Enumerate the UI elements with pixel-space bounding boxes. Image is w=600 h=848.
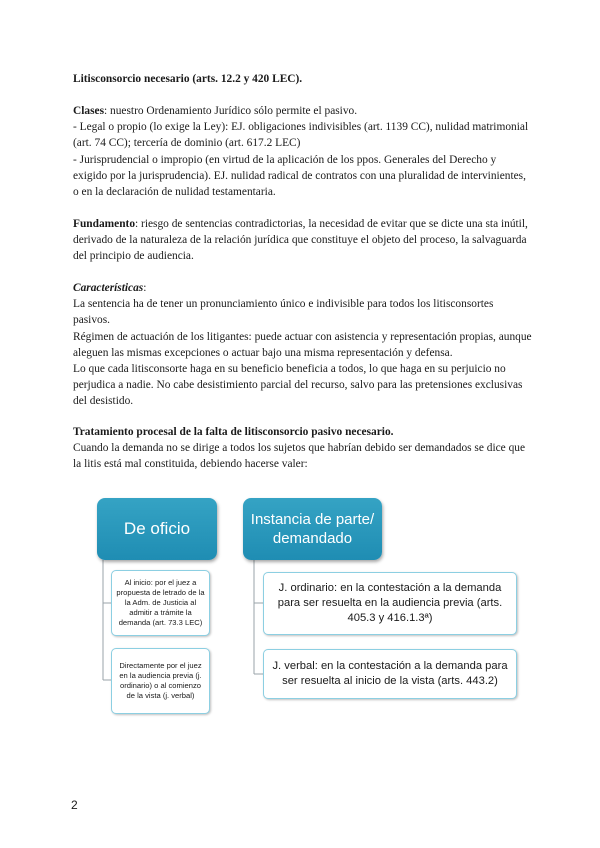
clases-item-legal: - Legal o propio (lo exige la Ley): EJ. obligaciones indivisibles (art. 1139 CC), nulidad matrimonial (art. 74 CC); tercería de dominio (art. 617.2 LEC) bbox=[73, 121, 529, 150]
tratamiento-text: Cuando la demanda no se dirige a todos los sujetos que habrían debido ser demandados se dice que la litis está mal constituida, debiendo hacerse valer: bbox=[73, 442, 526, 471]
caracteristicas-section bbox=[73, 280, 533, 410]
instancia-parte-header: Instancia de parte/ demandado bbox=[243, 498, 382, 560]
caracteristicas-p2: Régimen de actuación de los litigantes: puede actuar con asistencia y representación propias, aunque aleguen las mismas excepciones o actuar bajo una misma representación y defensa. bbox=[73, 330, 532, 359]
page-number: 2 bbox=[71, 798, 78, 812]
juicio-verbal-card: J. verbal: en la contestación a la demanda para ser resuelta al inicio de la vista (arts. 443.2) bbox=[263, 649, 517, 699]
de-oficio-directamente-card: Directamente por el juez en la audiencia previa (j. ordinario) o al comienzo de la vista (j. verbal) bbox=[111, 648, 210, 714]
caracteristicas-p3: Lo que cada litisconsorte haga en su beneficio beneficia a todos, lo que haga en su perjuicio no perjudica a nadie. No cabe desistimiento parcial del recurso, salvo para las pretensiones exclusivas del desistido. bbox=[73, 363, 523, 408]
juicio-ordinario-card: J. ordinario: en la contestación a la demanda para ser resuelta en la audiencia previa (arts. 405.3 y 416.1.3ª) bbox=[263, 572, 517, 635]
clases-item-jurisprudencial: - Jurisprudencial o impropio (en virtud de la aplicación de los ppos. Generales del Derecho y exigido por la jurisprudencia). EJ. nulidad radical de contratos con una pluralidad de intervinientes, o en la declaración de nulidad testamentaria. bbox=[73, 153, 526, 199]
fundamento-label: Fundamento bbox=[73, 218, 136, 230]
caracteristicas-label: Características bbox=[73, 282, 144, 294]
fundamento-text: : riesgo de sentencias contradictorias, la necesidad de evitar que se dicte una sta inútil, derivado de la naturaleza de la relación jurídica que constituye el objeto del proceso, la salvaguarda del principio de audiencia. bbox=[73, 218, 528, 263]
caracteristicas-colon: : bbox=[143, 282, 147, 294]
caracteristicas-p1: La sentencia ha de tener un pronunciamiento único e indivisible para todos los litisconsortes pasivos. bbox=[73, 298, 494, 327]
de-oficio-header: De oficio bbox=[97, 498, 217, 560]
connector-instancia bbox=[254, 560, 263, 674]
clases-label: Clases bbox=[73, 105, 105, 117]
clases-intro: : nuestro Ordenamiento Jurídico sólo permite el pasivo. bbox=[104, 105, 358, 117]
de-oficio-inicio-card: Al inicio: por el juez a propuesta de letrado de la la Adm. de Justicia al admitir a trámite la demanda (art. 73.3 LEC) bbox=[111, 570, 210, 636]
tratamiento-section bbox=[73, 424, 533, 473]
clases-section bbox=[73, 103, 533, 200]
section-title: Litisconsorcio necesario (arts. 12.2 y 420 LEC). bbox=[73, 73, 303, 85]
connector-de-oficio bbox=[103, 560, 111, 680]
fundamento-section bbox=[73, 216, 533, 265]
tratamiento-heading: Tratamiento procesal de la falta de litisconsorcio pasivo necesario. bbox=[73, 426, 394, 438]
